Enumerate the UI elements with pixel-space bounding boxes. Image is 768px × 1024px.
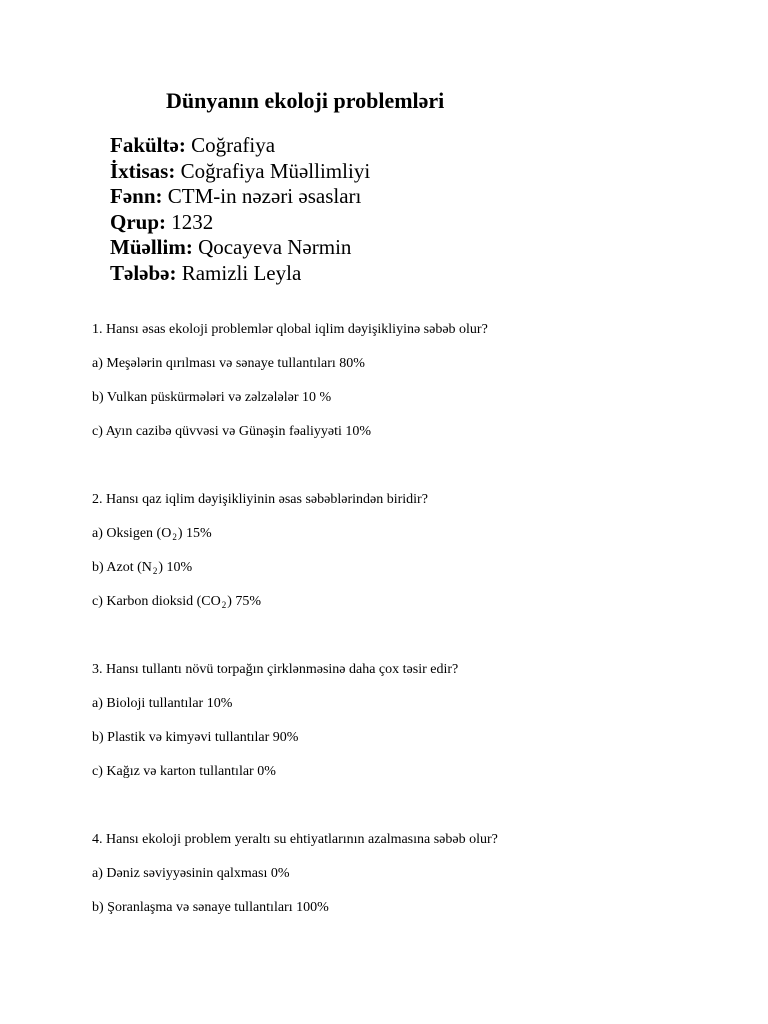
question-text: 2. Hansı qaz iqlim dəyişikliyinin əsas səbəblərindən biridir?: [92, 492, 428, 507]
question-4: [92, 831, 732, 916]
answer-option: b) Plastik və kimyəvi tullantılar 90%: [92, 730, 299, 745]
info-faculty-label: Fakültə:: [110, 133, 186, 157]
info-student: [110, 261, 370, 287]
question-1: [92, 321, 732, 440]
info-specialty: [110, 159, 370, 185]
info-subject-value: CTM-in nəzəri əsasları: [167, 184, 362, 208]
info-group: [110, 210, 370, 236]
answer-option: b) Vulkan püskürmələri və zəlzələlər 10 %: [92, 390, 332, 405]
info-faculty-value: Coğrafiya: [191, 133, 276, 157]
answer-option: b) Azot $(N_2)$ 10%: [92, 560, 193, 576]
answer-option: c) Kağız və karton tullantılar 0%: [92, 764, 276, 779]
question-text: 1. Hansı əsas ekoloji problemlər qlobal iqlim dəyişikliyinə səbəb olur?: [92, 322, 488, 337]
question-3: [92, 661, 732, 780]
question-text: 4. Hansı ekoloji problem yeraltı su ehtiyatlarının azalmasına səbəb olur?: [92, 832, 498, 847]
info-specialty-label: İxtisas:: [110, 158, 176, 183]
info-group-value: 1232: [171, 209, 214, 234]
question-list: [92, 321, 732, 916]
info-subject-label: Fənn:: [110, 184, 163, 208]
info-teacher: [110, 235, 370, 261]
info-faculty: [110, 133, 370, 159]
answer-option: a) Bioloji tullantılar 10%: [92, 696, 233, 711]
info-student-value: Ramizli Leyla: [181, 260, 302, 285]
info-subject: [110, 184, 370, 210]
answer-option: c) Karbon dioksid $(CO_2)$ 75%: [92, 594, 262, 610]
answer-option: b) Şoranlaşma və sənaye tullantıları 100%: [92, 900, 329, 915]
info-student-label: Tələbə:: [110, 260, 177, 285]
info-group-label: Qrup:: [110, 209, 167, 234]
question-2: [92, 491, 732, 610]
answer-option: c) Ayın cazibə qüvvəsi və Günəşin fəaliyyəti 10%: [92, 424, 372, 439]
question-text: 3. Hansı tullantı növü torpağın çirklənməsinə daha çox təsir edir?: [92, 662, 459, 677]
info-teacher-value: Qocayeva Nərmin: [198, 235, 352, 259]
answer-option: a) Oksigen $(O_2)$ 15%: [92, 526, 212, 542]
info-teacher-label: Müəllim:: [110, 235, 193, 259]
info-block: [110, 133, 370, 286]
answer-option: a) Dəniz səviyyəsinin qalxması 0%: [92, 866, 290, 881]
document-title: Dünyanın ekoloji problemləri: [166, 88, 445, 113]
info-specialty-value: Coğrafiya Müəllimliyi: [180, 158, 371, 183]
answer-option: a) Meşələrin qırılması və sənaye tullantıları 80%: [92, 356, 365, 371]
